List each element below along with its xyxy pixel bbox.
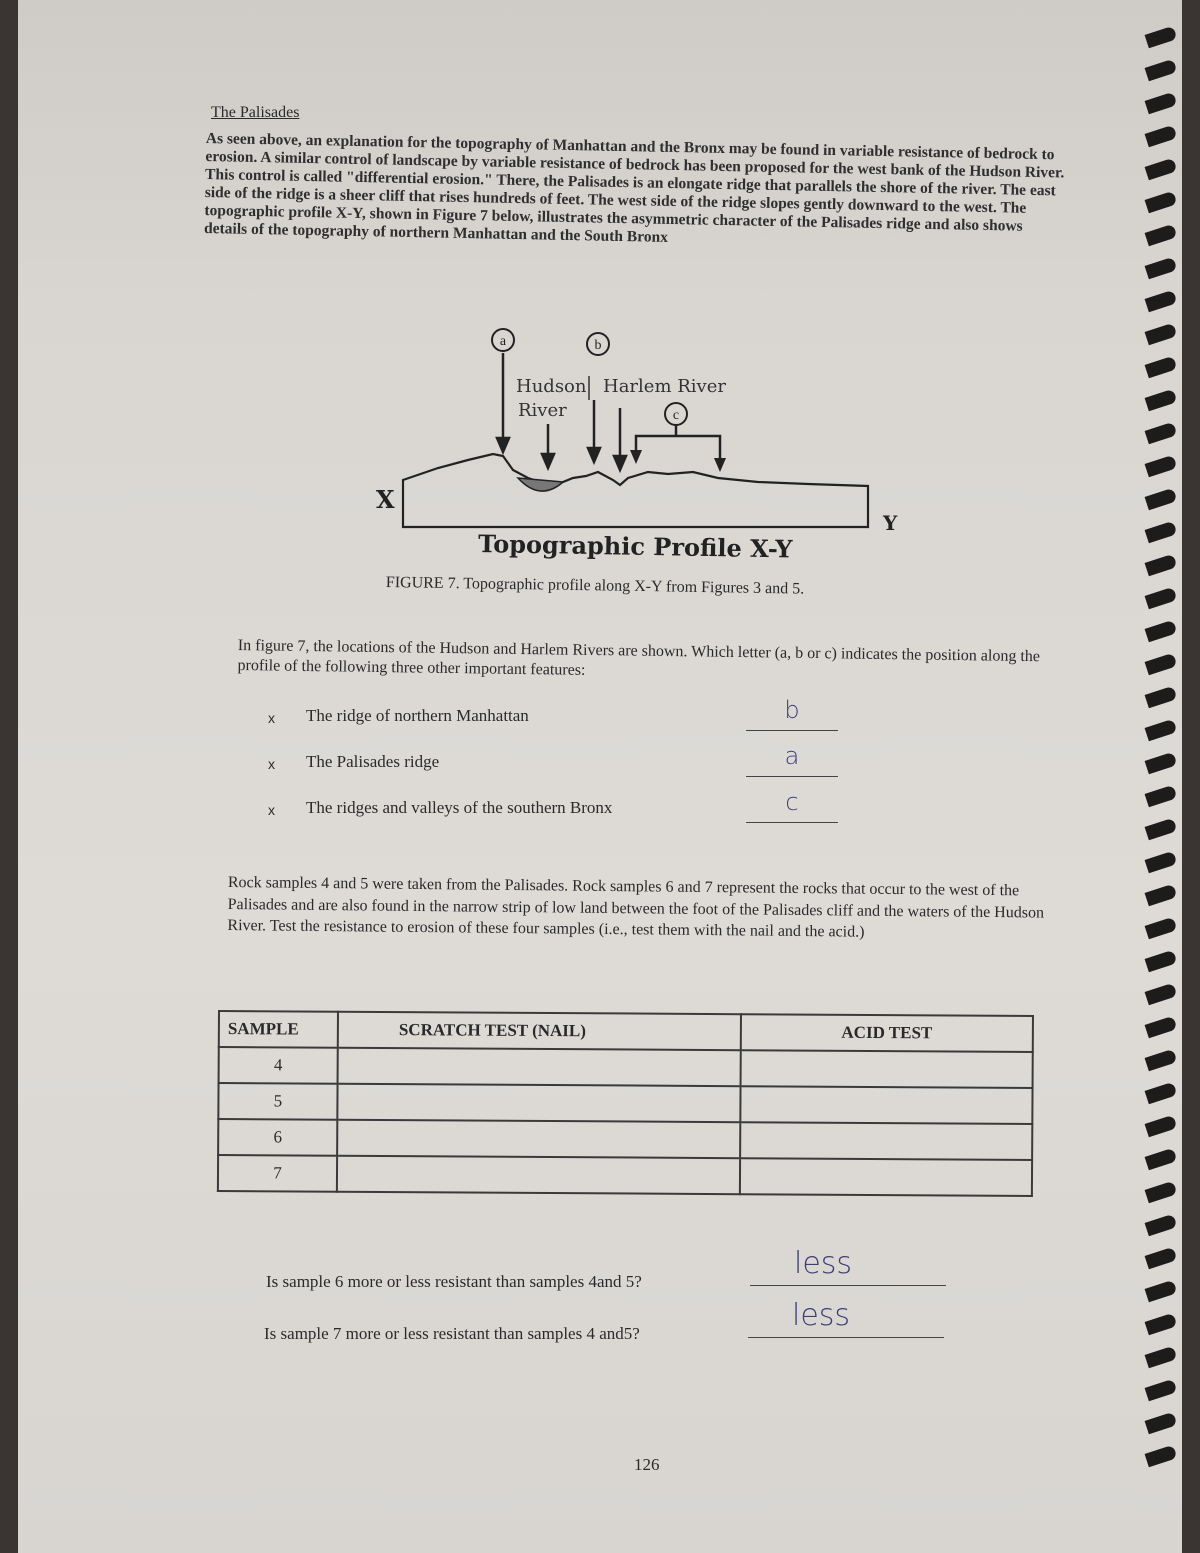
binding-coil [1145,323,1178,346]
feature-label: The ridges and valleys of the southern Bronx [306,798,613,817]
answer-field[interactable]: less [748,1298,944,1338]
list-item [268,788,868,844]
binding-coil [1145,521,1178,544]
feature-list [268,696,868,844]
bullet-x: x [268,710,275,726]
intro-paragraph: As seen above, an explanation for the topography of Manhattan and the Bronx may be found in variable resistance of bedrock to erosion. A similar control of landscape by variable resistance of bedrock has been proposed for the west bank of the Hudson River. This control is called "differential erosion." There, the Palisades is an elongate ridge that parallels the shore of the river. The east side of the ridge is a sheer cliff that rises hundreds of feet. The west side of the ridge slopes gently downward to the west. The topographic profile X-Y, shown in Figure 7 below, illustrates the asymmetric character of the Palisades ridge and also shows details of the topography of northern Manhattan and the South Bronx [203,130,1065,246]
binding-coil [1145,1247,1178,1270]
answer-field[interactable]: c [746,788,838,823]
marker-a-label: a [499,334,507,349]
binding-coil [1145,851,1178,874]
binding-coil [1145,158,1178,181]
section-title: The Palisades [211,104,300,121]
binding-coil [1145,356,1178,379]
binding-coil [1145,1214,1178,1237]
table-row [218,1083,1032,1124]
binding-coil [1145,686,1178,709]
sample-test-table [217,1010,1034,1197]
scratch-cell[interactable] [338,1048,741,1086]
header-scratch-test: SCRATCH TEST (NAIL) [338,1012,741,1050]
arrow-c-right-head [714,458,726,472]
binding-coil [1145,719,1178,742]
binding-coil [1145,290,1178,313]
binding-coil [1145,785,1178,808]
question-label: Is sample 6 more or less resistant than samples 4and 5? [266,1272,642,1291]
binding-coil [1145,1016,1178,1039]
answer-field[interactable]: a [746,742,838,777]
binding-coil [1145,488,1178,511]
binding-coil [1145,620,1178,643]
acid-cell[interactable] [740,1122,1032,1160]
binding-coil [1145,1115,1178,1138]
binding-coil [1145,1049,1178,1072]
binding-coil [1145,950,1178,973]
worksheet-page [18,0,1182,1553]
arrow-b [588,400,600,462]
binding-coil [1145,587,1178,610]
page-number: 126 [634,1455,660,1474]
binding-coil [1145,59,1178,82]
arrow-harlem [614,408,626,470]
header-acid-test: ACID TEST [741,1014,1033,1052]
rock-samples-paragraph: Rock samples 4 and 5 were taken from the Palisades. Rock samples 6 and 7 represent the rocks that occur to the west of the Palisades and are also found in the narrow strip of low land between the foot of the Palisades cliff and the waters of the Hudson River. Test the resistance to erosion of these four samples (i.e., test them with the nail and the acid.) [227,873,1045,941]
sample-cell: 4 [219,1047,338,1084]
feature-label: The ridge of northern Manhattan [306,706,529,725]
bullet-x: x [268,802,275,818]
binding-coil [1145,1148,1178,1171]
binding-coil [1145,389,1178,412]
binding-coil [1145,26,1178,49]
arrow-c-left-head [630,450,642,464]
binding-coil [1145,1445,1178,1468]
harlem-label: Harlem River [603,376,726,397]
scratch-cell[interactable] [337,1084,740,1122]
binding-coil [1145,257,1178,280]
figure-caption: FIGURE 7. Topographic profile along X-Y from Figures 3 and 5. [385,574,805,598]
arrow-a [497,353,509,452]
binding-coil [1145,1280,1178,1303]
binding-coil [1145,917,1178,940]
table-row [218,1155,1032,1196]
binding-coil [1145,818,1178,841]
binding-coil [1145,653,1178,676]
sample-cell: 5 [218,1083,337,1120]
hudson-label-line1: Hudson [516,376,587,397]
binding-coil [1145,884,1178,907]
binding-coil [1145,1379,1178,1402]
binding-coil [1145,125,1178,148]
spiral-binding [1134,30,1182,1530]
sample-cell: 6 [218,1119,337,1156]
topographic-profile-figure [358,320,918,570]
feature-label: The Palisades ridge [306,752,440,771]
profile-title: Topographic Profile X-Y [477,529,793,564]
binding-coil [1145,554,1178,577]
y-endpoint-label: Y [883,511,898,535]
table-header-row [219,1011,1033,1052]
header-sample: SAMPLE [219,1011,338,1048]
hudson-label-line2: River [518,400,567,421]
binding-coil [1145,455,1178,478]
binding-coil [1145,1082,1178,1105]
acid-cell[interactable] [740,1158,1032,1196]
binding-coil [1145,983,1178,1006]
answer-field[interactable]: b [746,696,838,731]
binding-coil [1145,752,1178,775]
binding-coil [1145,191,1178,214]
binding-coil [1145,92,1178,115]
marker-b-label: b [594,338,602,353]
table-row [218,1119,1032,1160]
scratch-cell[interactable] [337,1156,740,1194]
profile-terrain [403,454,868,527]
sample-cell: 7 [218,1155,337,1192]
table-row [219,1047,1033,1088]
marker-c-label: c [672,408,680,423]
x-endpoint-label: X [376,485,395,514]
question-intro: In figure 7, the locations of the Hudson and Harlem Rivers are shown. Which letter (a, b or c) indicates the position along the profile of the following three other important features: [237,636,1041,679]
binding-coil [1145,1346,1178,1369]
hudson-river-water [518,478,563,491]
binding-coil [1145,1313,1178,1336]
bullet-x: x [268,756,275,772]
binding-coil [1145,422,1178,445]
arrow-hudson [542,424,554,468]
scratch-cell[interactable] [337,1120,740,1158]
binding-coil [1145,224,1178,247]
answer-field[interactable]: less [750,1246,946,1286]
acid-cell[interactable] [740,1086,1032,1124]
binding-coil [1145,1412,1178,1435]
arrow-c-bracket [636,425,720,460]
binding-coil [1145,1181,1178,1204]
acid-cell[interactable] [741,1050,1033,1088]
question-label: Is sample 7 more or less resistant than samples 4 and5? [264,1324,640,1343]
